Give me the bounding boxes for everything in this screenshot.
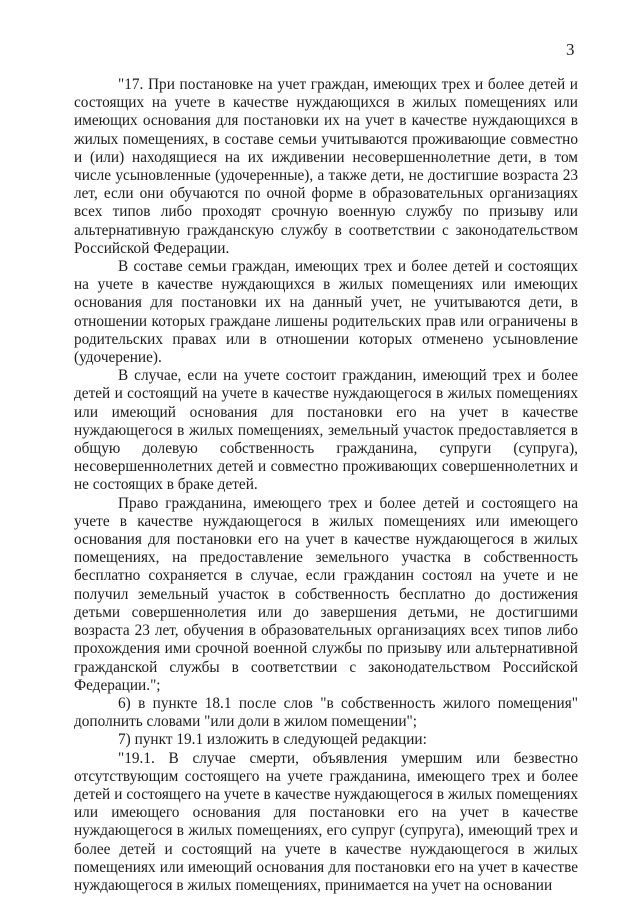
paragraph-land-ownership: В случае, если на учете состоит гражданин, имеющий трех и более детей и состоящий на учете в качестве нуждающегося в жилых помещениях или имеющий основания для постановки его на учет в качестве нуждающегося в жилых помещениях, земельный участок предоставляется в общую долевую собственность гражданина, супруги (супруга), несовершеннолетних детей и совместно проживающих совершеннолетних и не состоящих в браке детей. xyxy=(74,367,578,494)
paragraph-item-6: 6) в пункте 18.1 после слов "в собственность жилого помещения" дополнить словами "или доли в жилом помещении"; xyxy=(74,694,578,731)
paragraph-19-1: "19.1. В случае смерти, объявления умершим или безвестно отсутствующим состоящего на учете гражданина, имеющего трех и более детей и состоящего на учете в качестве нуждающегося в жилых помещениях или имеющего основания для постановки его на учет в качестве нуждающегося в жилых помещениях, его супруг (супруга), имеющий трех и более детей и состоящий на учете в качестве нуждающегося в жилых помещениях или имеющий основания для постановки его на учет в качестве нуждающегося в жилых помещениях, принимается на учет на основании xyxy=(74,749,578,894)
paragraph-17: "17. При постановке на учет граждан, имеющих трех и более детей и состоящих на учете в качестве нуждающихся в жилых помещениях или имеющих основания для постановки их на учет в качестве нуждающихся в жилых помещениях, в составе семьи учитываются проживающие совместно и (или) находящиеся на их иждивении несовершеннолетние дети, в том числе усыновленные (удочеренные), а также дети, не достигшие возраста 23 лет, если они обучаются по очной форме в образовательных организациях всех типов либо проходят срочную военную службу по призыву или альтернативную гражданскую службу в соответствии с законодательством Российской Федерации. xyxy=(74,76,578,257)
paragraph-right-retained: Право гражданина, имеющего трех и более детей и состоящего на учете в качестве нуждающегося в жилых помещениях или имеющего основания для постановки его на учет в качестве нуждающегося в жилых помещениях, на предоставление земельного участка в собственность бесплатно сохраняется в случае, если гражданин состоял на учете и не получил земельный участок в собственность бесплатно до достижения детьми совершеннолетия или до завершения детьми, не достигшими возраста 23 лет, обучения в образовательных организациях всех типов либо прохождения ими срочной военной службы по призыву или альтернативной гражданской службы в соответствии с законодательством Российской Федерации."; xyxy=(74,494,578,694)
paragraph-family-composition: В составе семьи граждан, имеющих трех и более детей и состоящих на учете в качестве нуждающихся в жилых помещениях или имеющих основания для постановки их на данный учет, не учитываются дети, в отношении которых граждане лишены родительских прав или ограничены в родительских правах или в отношении которых отменено усыновление (удочерение). xyxy=(74,258,578,367)
page-number: 3 xyxy=(566,40,575,59)
document-body xyxy=(74,76,578,895)
paragraph-item-7: 7) пункт 19.1 изложить в следующей редакции: xyxy=(118,731,427,749)
